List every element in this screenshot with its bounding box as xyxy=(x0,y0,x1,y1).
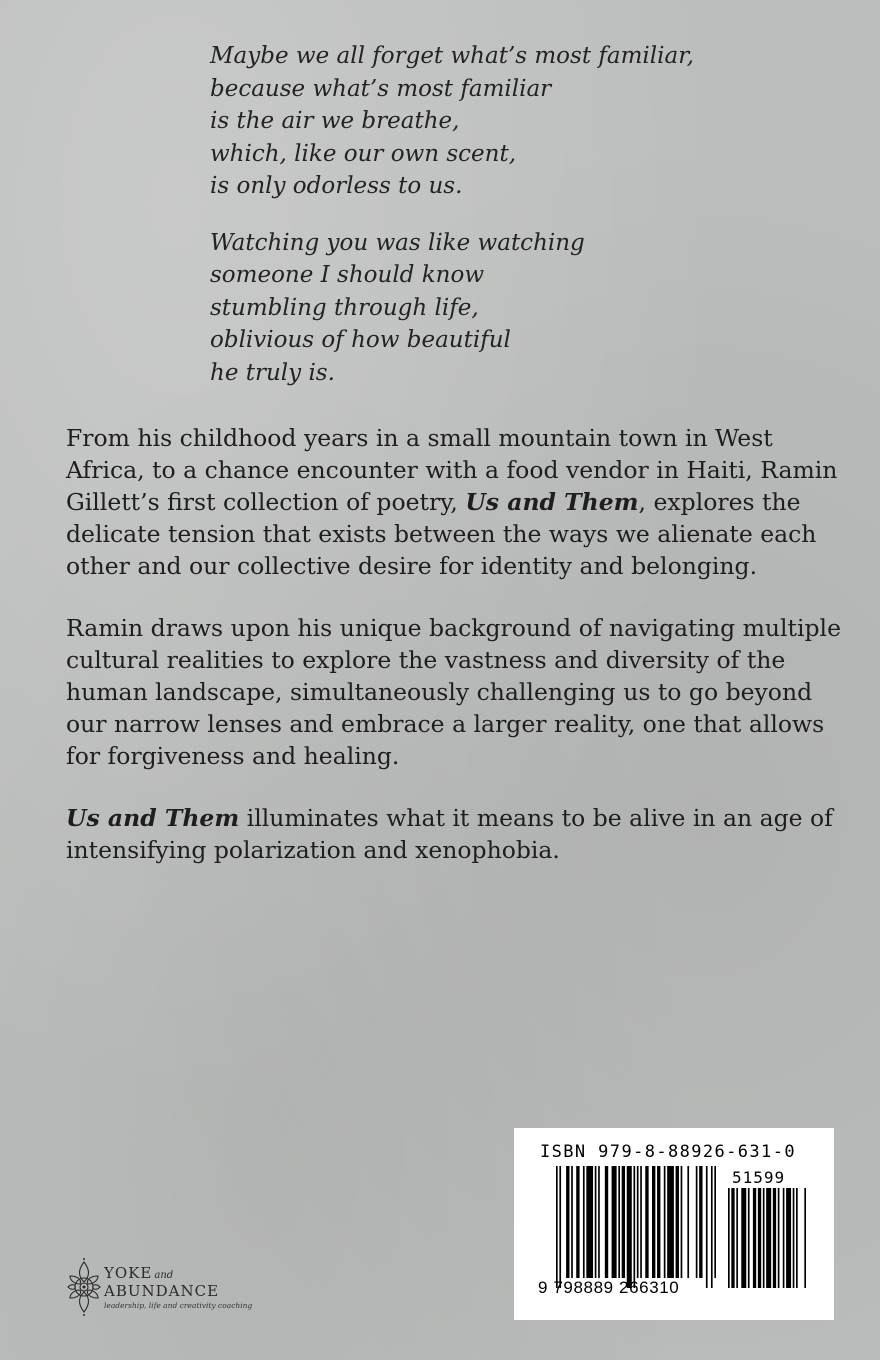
isbn-label: ISBN 979-8-88926-631-0 xyxy=(540,1142,796,1162)
poem-line: is only odorless to us. xyxy=(210,173,463,199)
poem-excerpt xyxy=(210,40,830,413)
poem-line: Maybe we all forget what’s most familiar, xyxy=(210,43,694,69)
description-line: our narrow lenses and embrace a larger reality, one that allows xyxy=(66,710,825,738)
description-line: other and our collective desire for identity and belonging. xyxy=(66,552,758,580)
ean-digits: 9 798889 266310 xyxy=(538,1278,680,1297)
description-line xyxy=(66,802,846,834)
description-line: for forgiveness and healing. xyxy=(66,742,400,770)
description-line: intensifying polarization and xenophobia. xyxy=(66,836,560,864)
poem-stanza-2 xyxy=(210,227,830,390)
description-paragraph-2 xyxy=(66,612,846,772)
description-line: cultural realities to explore the vastness and diversity of the xyxy=(66,646,786,674)
publisher-name-abundance: ABUNDANCE xyxy=(104,1282,220,1300)
description-text: illuminates what it means to be alive in an age of xyxy=(239,804,833,832)
price-code: 51599 xyxy=(732,1168,786,1187)
description-line: From his childhood years in a small mountain town in West xyxy=(66,424,773,452)
book-title-inline: Us and Them xyxy=(465,488,639,516)
publisher-tagline: leadership, life and creativity coaching xyxy=(104,1301,253,1310)
publisher-name-yoke: YOKE xyxy=(104,1264,153,1282)
poem-stanza-1 xyxy=(210,40,830,203)
poem-line: oblivious of how beautiful xyxy=(210,327,511,353)
description-line: delicate tension that exists between the ways we alienate each xyxy=(66,520,817,548)
publisher-name-top xyxy=(104,1264,173,1282)
description-line: human landscape, simultaneously challenging us to go beyond xyxy=(66,678,813,706)
poem-line: someone I should know xyxy=(210,262,485,288)
description-text: Gillett’s first collection of poetry, xyxy=(66,488,466,516)
description-line xyxy=(66,486,846,518)
isbn-barcode xyxy=(514,1128,834,1320)
poem-line: stumbling through life, xyxy=(210,294,479,321)
description-line: Ramin draws upon his unique background of navigating multiple xyxy=(66,614,841,642)
publisher-name-and: and xyxy=(154,1270,174,1281)
price-barcode-bars xyxy=(728,1188,806,1288)
poem-line: is the air we breathe, xyxy=(210,108,460,134)
description-text: , explores the xyxy=(638,488,801,516)
publisher-logo xyxy=(66,1256,266,1320)
ean-barcode-bars xyxy=(556,1166,716,1288)
poem-line: he truly is. xyxy=(210,359,335,386)
book-description xyxy=(66,422,846,896)
description-line: Africa, to a chance encounter with a food vendor in Haiti, Ramin xyxy=(66,456,838,484)
mandala-emblem-icon xyxy=(66,1256,102,1318)
poem-line: because what’s most familiar xyxy=(210,75,552,102)
book-title-inline: Us and Them xyxy=(66,804,240,832)
poem-line: which, like our own scent, xyxy=(210,140,517,167)
description-paragraph-3 xyxy=(66,802,846,866)
description-paragraph-1 xyxy=(66,422,846,582)
poem-line: Watching you was like watching xyxy=(210,229,585,256)
